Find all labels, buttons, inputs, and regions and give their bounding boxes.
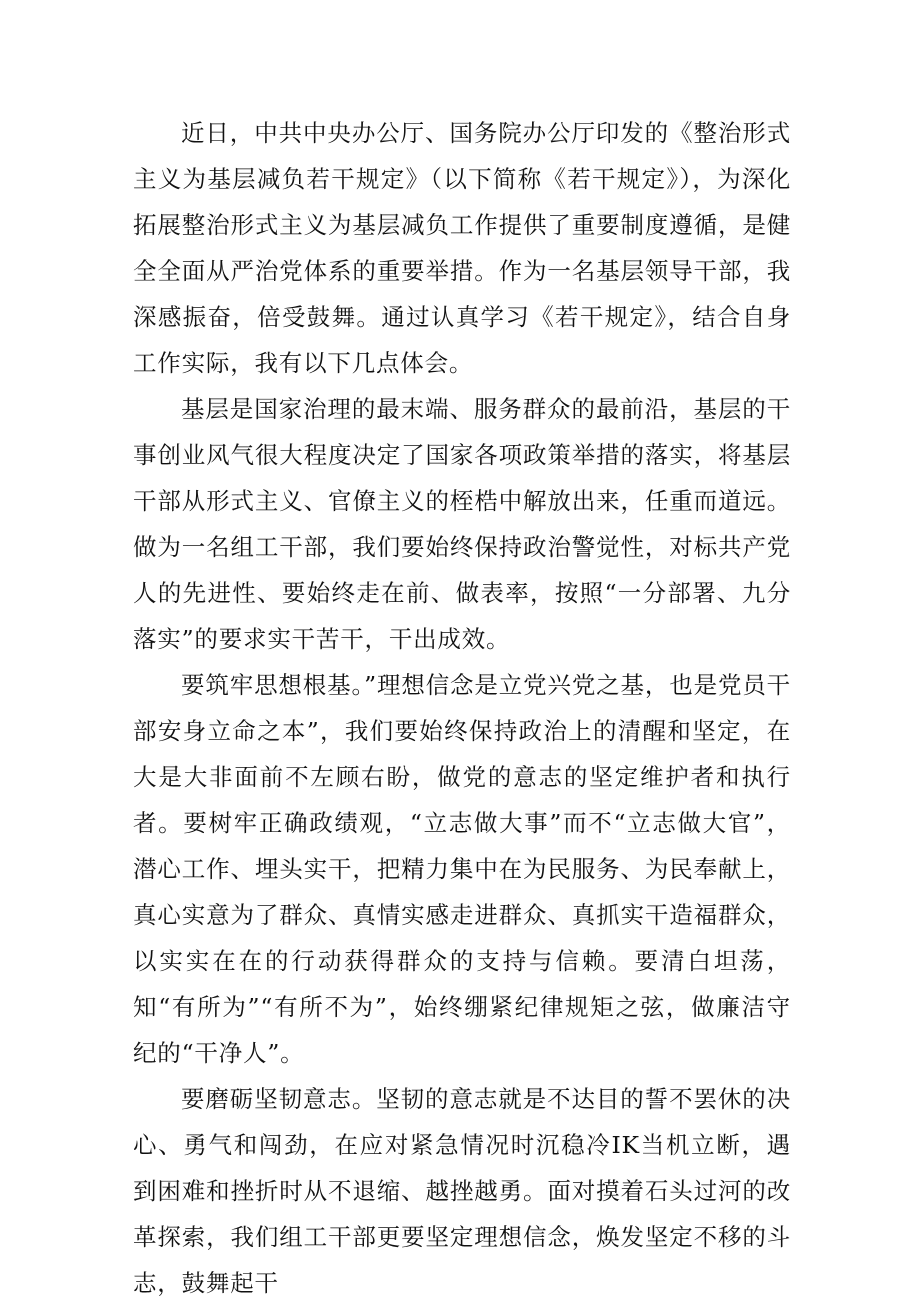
paragraph-grassroots: 基层是国家治理的最末端、服务群众的最前沿，基层的干事创业风气很大程度决定了国家各项政策举措的落实，将基层干部从形式主义、官僚主义的桎梏中解放出来，任重而道远。做为一名组工干部，我们要始终保持政治警觉性，对标共产党人的先进性、要始终走在前、做表率，按照“一分部署、九分落实”的要求实干苦干，干出成效。	[133, 395, 791, 653]
paragraph-intro: 近日，中共中央办公厅、国务院办公厅印发的《整治形式主义为基层减负若干规定》（以下简称《若干规定》），为深化拓展整治形式主义为基层减负工作提供了重要制度遵循，是健全全面从严治党体系的重要举措。作为一名基层领导干部，我深感振奋，倍受鼓舞。通过认真学习《若干规定》，结合自身工作实际，我有以下几点体会。	[133, 119, 791, 377]
document-page	[133, 110, 791, 1306]
paragraph-ideology: 要筑牢思想根基。”理想信念是立党兴党之基，也是党员干部安身立命之本”，我们要始终保持政治上的清醒和坚定，在大是大非面前不左顾右盼，做党的意志的坚定维护者和执行者。要树牢正确政绩观，“立志做大事”而不“立志做大官”，潜心工作、埋头实干，把精力集中在为民服务、为民奉献上，真心实意为了群众、真情实感走进群众、真抓实干造福群众，以实实在在的行动获得群众的支持与信赖。要清白坦荡，知“有所为”“有所不为”，始终绷紧纪律规矩之弦，做廉洁守纪的“干净人”。	[133, 671, 791, 1067]
paragraph-willpower: 要磨砺坚韧意志。坚韧的意志就是不达目的誓不罢休的决心、勇气和闯劲，在应对紧急情况时沉稳冷IK当机立断，遇到困难和挫折时从不退缩、越挫越勇。面对摸着石头过河的改革探索，我们组工干部更要坚定理想信念，焕发坚定不移的斗志，鼓舞起干	[133, 1085, 791, 1297]
